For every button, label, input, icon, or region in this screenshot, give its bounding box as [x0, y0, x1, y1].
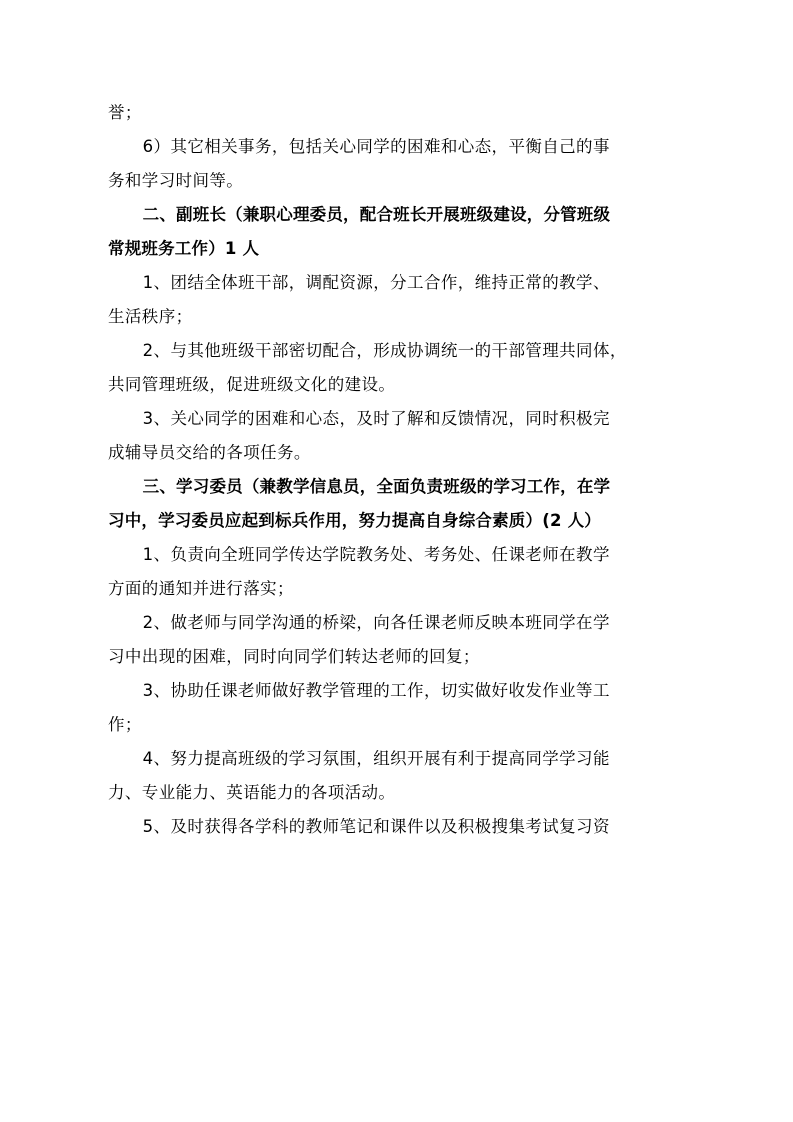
paragraph-line: 成辅导员交给的各项任务。: [108, 442, 311, 462]
paragraph-line: 方面的通知并进行落实；: [108, 578, 294, 598]
section-heading-two: 二、副班长（兼职心理委员，配合班长开展班级建设，分管班级: [142, 204, 611, 224]
paragraph-line: 3、协助任课老师做好教学管理的工作，切实做好收发作业等工: [142, 680, 610, 700]
paragraph-line: 1、团结全体班干部，调配资源，分工合作，维持正常的教学、: [142, 272, 610, 292]
paragraph-line: 共同管理班级，促进班级文化的建设。: [108, 374, 396, 394]
paragraph-line: 1、负责向全班同学传达学院教务处、考务处、任课老师在教学: [142, 544, 610, 564]
paragraph-line: 生活秩序；: [108, 306, 193, 326]
paragraph-line: 5、及时获得各学科的教师笔记和课件以及积极搜集考试复习资: [142, 816, 610, 836]
paragraph-line: 务和学习时间等。: [108, 170, 244, 190]
paragraph-line: 誉；: [108, 103, 142, 122]
section-heading-three: 三、学习委员（兼教学信息员，全面负责班级的学习工作，在学: [142, 476, 611, 496]
paragraph-line: 6）其它相关事务，包括关心同学的困难和心态，平衡自己的事: [142, 136, 610, 156]
paragraph-line: 作；: [108, 714, 142, 734]
section-heading-three-cont: 习中，学习委员应起到标兵作用，努力提高自身综合素质）(2 人）: [108, 510, 601, 530]
paragraph-line: 4、努力提高班级的学习氛围，组织开展有利于提高同学学习能: [142, 748, 610, 768]
paragraph-line: 2、做老师与同学沟通的桥梁，向各任课老师反映本班同学在学: [142, 612, 610, 632]
document-body: [108, 96, 683, 844]
paragraph-line: 力、专业能力、英语能力的各项活动。: [108, 782, 396, 802]
paragraph-line: 2、与其他班级干部密切配合，形成协调统一的干部管理共同体，: [142, 340, 627, 360]
paragraph-line: 习中出现的困难，同时向同学们转达老师的回复；: [108, 646, 480, 666]
paragraph-line: 3、关心同学的困难和心态，及时了解和反馈情况，同时积极完: [142, 408, 610, 428]
section-heading-two-cont: 常规班务工作）1 人: [108, 238, 260, 258]
